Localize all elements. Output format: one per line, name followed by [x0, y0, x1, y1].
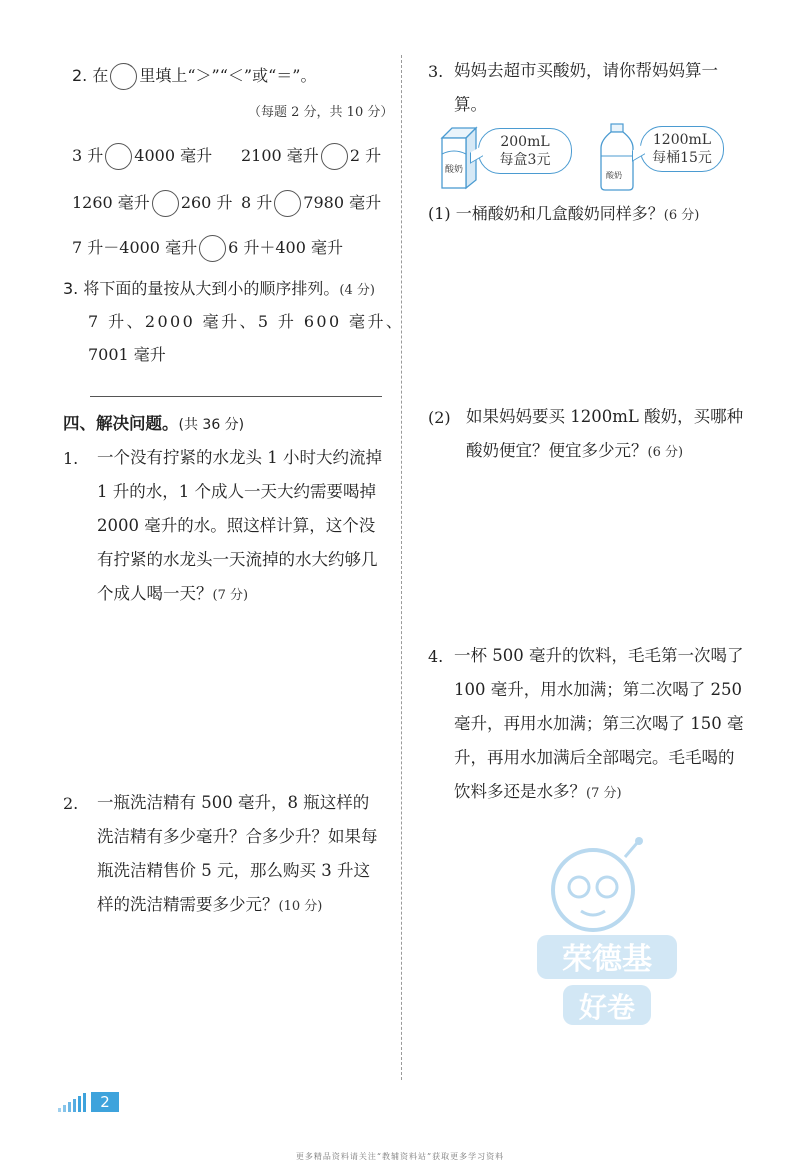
- q2-r3-a1: 7 升－4000 毫升: [72, 238, 198, 257]
- q2-r1-a1: 3 升: [72, 146, 104, 165]
- p2-number: 2.: [63, 794, 79, 813]
- q3-heading: [63, 279, 375, 301]
- sub2-number: (2): [428, 408, 451, 427]
- p1-body: [97, 441, 385, 613]
- section-points: (共 36 分): [178, 417, 245, 433]
- watermark-line1: 荣德基: [562, 942, 652, 977]
- blank-circle[interactable]: [110, 63, 137, 90]
- bottle-label: 酸奶: [606, 171, 622, 180]
- q2-r2-a1: 1260 毫升: [72, 193, 150, 212]
- q2-r2-a2: 260 升: [180, 193, 233, 212]
- bubble2-line1: 1200mL: [652, 132, 712, 148]
- p3-sub1: [428, 204, 699, 226]
- p2-text: 一瓶洗洁精有 500 毫升，8 瓶这样的洗洁精有多少毫升？合多少升？如果每瓶洗洁精售价 5 元，那么购买 3 升这样的洗洁精需要多少元？: [97, 793, 378, 914]
- p3-sub2-body: [466, 400, 748, 470]
- q2-row3: [72, 235, 343, 262]
- q2-row1: [72, 143, 212, 170]
- blank-circle[interactable]: [199, 235, 226, 262]
- q2-r1-b1: 2100 毫升: [241, 146, 319, 165]
- p2-body: [97, 786, 385, 924]
- q2-row1-b: [241, 143, 381, 170]
- q2-r1-b2: 2 升: [349, 146, 382, 165]
- bubble2-line2: 每桶15元: [652, 150, 712, 166]
- p4-text: 一杯 500 毫升的饮料，毛毛第一次喝了 100 毫升，用水加满；第二次喝了 250 毫升，再用水加满；第三次喝了 150 毫升，再用水加满后全部喝完。毛毛喝的饮料多还是水多？: [454, 646, 744, 801]
- sub1-number: (1): [428, 204, 451, 223]
- page-number: 2: [91, 1092, 119, 1112]
- q3-points: (4 分): [339, 283, 375, 298]
- q3-items-line1: 7 升、2000 毫升、5 升 600 毫升、: [88, 312, 405, 331]
- milk-bottle-icon: [597, 122, 637, 192]
- blank-circle[interactable]: [274, 190, 301, 217]
- section-title: [63, 410, 244, 434]
- watermark-logo: [533, 835, 681, 1035]
- box-label: 酸奶: [445, 165, 464, 175]
- p3-body: 妈妈去超市买酸奶，请你帮妈妈算一算。: [454, 61, 718, 114]
- sub1-points: (6 分): [663, 208, 700, 223]
- bubble1-line1: 200mL: [500, 134, 550, 150]
- section-divider: [90, 396, 382, 397]
- q2-text-after: 里填上“＞”“＜”或“＝”。: [139, 66, 317, 85]
- q2-r1-a2: 4000 毫升: [134, 146, 213, 165]
- price-bubble-box: [478, 128, 572, 174]
- p3-number: 3.: [428, 62, 444, 81]
- blank-circle[interactable]: [105, 143, 132, 170]
- blank-circle[interactable]: [152, 190, 179, 217]
- q2-r3-a2: 6 升＋400 毫升: [228, 238, 343, 257]
- q2-text-before: 在: [92, 66, 109, 85]
- watermark-line2: 好卷: [578, 991, 636, 1024]
- p1-text: 一个没有拧紧的水龙头 1 小时大约流掉 1 升的水，1 个成人一天大约需要喝掉 2000 毫升的水。照这样计算，这个没有拧紧的水龙头一天流掉的水大约够几个成人喝一天？: [97, 448, 382, 603]
- footer-text: 更多精品资料请关注“教辅资料站”获取更多学习资料: [295, 1152, 505, 1161]
- q2-r2-b1: 8 升: [241, 193, 273, 212]
- section-title-text: 四、解决问题。: [63, 414, 179, 433]
- q2-row2: [72, 190, 232, 217]
- q3-text: 将下面的量按从大到小的顺序排列。: [83, 279, 340, 298]
- p4-points: (7 分): [586, 786, 622, 801]
- q2-number: 2.: [72, 66, 88, 85]
- q2-heading: [72, 63, 316, 90]
- bubble1-line2: 每盒3元: [499, 152, 551, 168]
- p1-points: (7 分): [212, 588, 249, 603]
- sub2-text: 如果妈妈要买 1200mL 酸奶，买哪种酸奶便宜？便宜多少元？: [466, 407, 744, 460]
- p4-number: 4.: [428, 647, 444, 666]
- p2-points: (10 分): [278, 899, 323, 914]
- q3-number: 3.: [63, 279, 79, 298]
- blank-circle[interactable]: [321, 143, 348, 170]
- p1-number: 1.: [63, 449, 79, 468]
- column-divider: [401, 55, 402, 1080]
- sub1-text: 一桶酸奶和几盒酸奶同样多？: [455, 204, 664, 223]
- q3-items-line2: 7001 毫升: [88, 345, 166, 364]
- p4-body: [454, 639, 750, 811]
- price-bubble-bottle: [640, 126, 724, 172]
- sub2-points: (6 分): [647, 445, 684, 460]
- q2-r2-b2: 7980 毫升: [303, 193, 382, 212]
- page-bars-icon: [58, 1092, 90, 1112]
- q2-points: （每题 2 分，共 10 分）: [248, 105, 394, 120]
- q2-row2-b: [241, 190, 381, 217]
